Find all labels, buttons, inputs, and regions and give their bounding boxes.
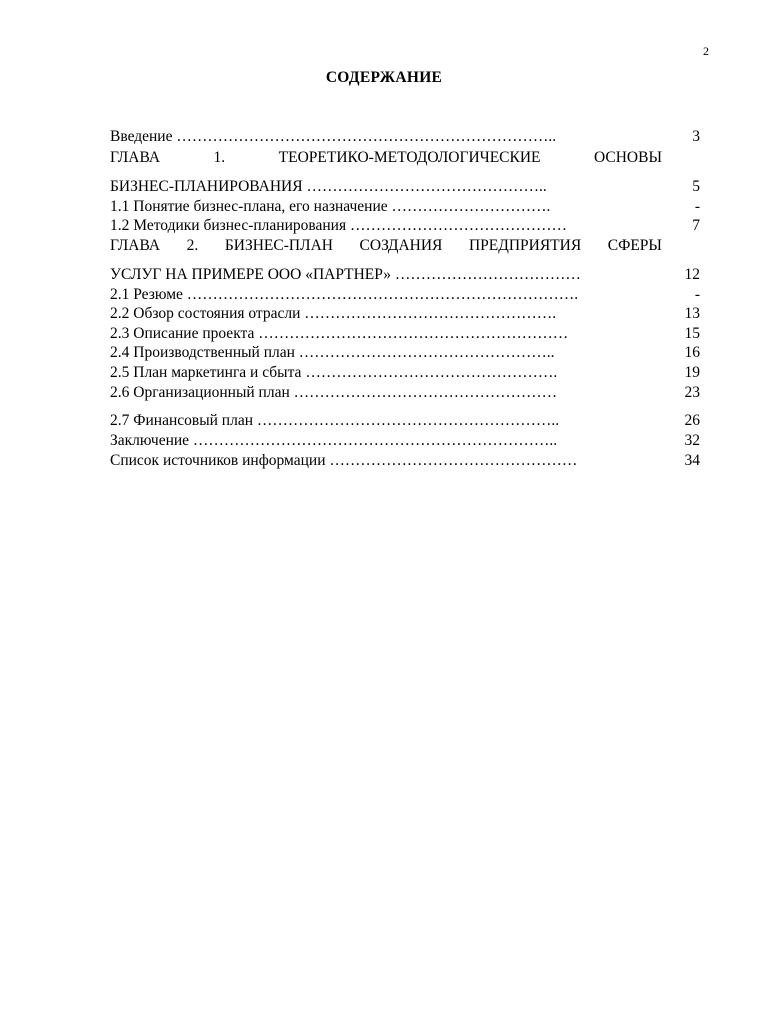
toc-heading-word: БИЗНЕС-ПЛАН xyxy=(224,237,333,254)
toc-entry-page: 12 xyxy=(684,266,700,283)
toc-entry-text: УСЛУГ НА ПРИМЕРЕ ООО «ПАРТНЕР» ……………………………… xyxy=(110,266,581,283)
page-number: 2 xyxy=(703,44,709,58)
toc-entry-page: 7 xyxy=(692,217,700,234)
toc-entry-text: 2.3 Описание проекта …………………………………………………… xyxy=(110,325,569,342)
toc-heading-word: ГЛАВА xyxy=(110,237,161,254)
toc-entry-text: Список источников информации ………………………………………… xyxy=(110,452,578,469)
page-title: СОДЕРЖАНИЕ xyxy=(325,69,443,86)
toc-entry-page: 13 xyxy=(684,305,700,322)
toc-entry-page: 23 xyxy=(684,384,700,401)
toc-entry-text: 2.7 Финансовый план ………………………………………………….. xyxy=(110,412,560,429)
toc-entry-page: 34 xyxy=(684,452,700,469)
toc-chapter-heading xyxy=(110,237,662,255)
toc-entry-text: 2.4 Производственный план ………………………………………….. xyxy=(110,344,555,361)
toc-entry-page: 3 xyxy=(692,128,700,145)
toc-entry-page: 19 xyxy=(684,364,700,381)
toc-entry-page: 26 xyxy=(684,412,700,429)
toc-entry-text: Введение ……………………………………………………………….. xyxy=(110,128,557,145)
toc-entry-page: 5 xyxy=(692,178,700,195)
toc-entry-page: 32 xyxy=(684,432,700,449)
toc-entry-page: 16 xyxy=(684,344,700,361)
toc-chapter-heading xyxy=(110,149,662,167)
toc-entry-page: - xyxy=(694,198,700,215)
toc-heading-word: 2. xyxy=(186,237,199,254)
toc-entry-text: 2.6 Организационный план …………………………………………… xyxy=(110,384,558,401)
toc-heading-word: ТЕОРЕТИКО-МЕТОДОЛОГИЧЕСКИЕ xyxy=(278,149,541,166)
toc-entry-page: - xyxy=(694,286,700,303)
toc-entry-text: 2.2 Обзор состояния отрасли …………………………………………. xyxy=(110,305,557,322)
toc-heading-word: ГЛАВА xyxy=(110,149,161,166)
toc-heading-word: ПРЕДПРИЯТИЯ xyxy=(468,237,582,254)
toc-entry-text: Заключение …………………………………………………………….. xyxy=(110,432,558,449)
toc-entry-page: 15 xyxy=(684,325,700,342)
toc-entry-text: БИЗНЕС-ПЛАНИРОВАНИЯ ……………………………………….. xyxy=(110,178,547,195)
toc-entry-text: 1.1 Понятие бизнес-плана, его назначение …………………………. xyxy=(110,198,551,215)
toc-entry-text: 1.2 Методики бизнес-планирования …………………………………… xyxy=(110,217,567,234)
toc-heading-word: СФЕРЫ xyxy=(607,237,662,254)
toc-heading-word: СОЗДАНИЯ xyxy=(359,237,443,254)
toc-entry-text: 2.5 План маркетинга и сбыта …………………………………………. xyxy=(110,364,558,381)
toc-heading-word: ОСНОВЫ xyxy=(594,149,662,166)
toc-entry-text: 2.1 Резюме …………………………………………………………………. xyxy=(110,286,579,303)
toc-heading-word: 1. xyxy=(213,149,226,166)
